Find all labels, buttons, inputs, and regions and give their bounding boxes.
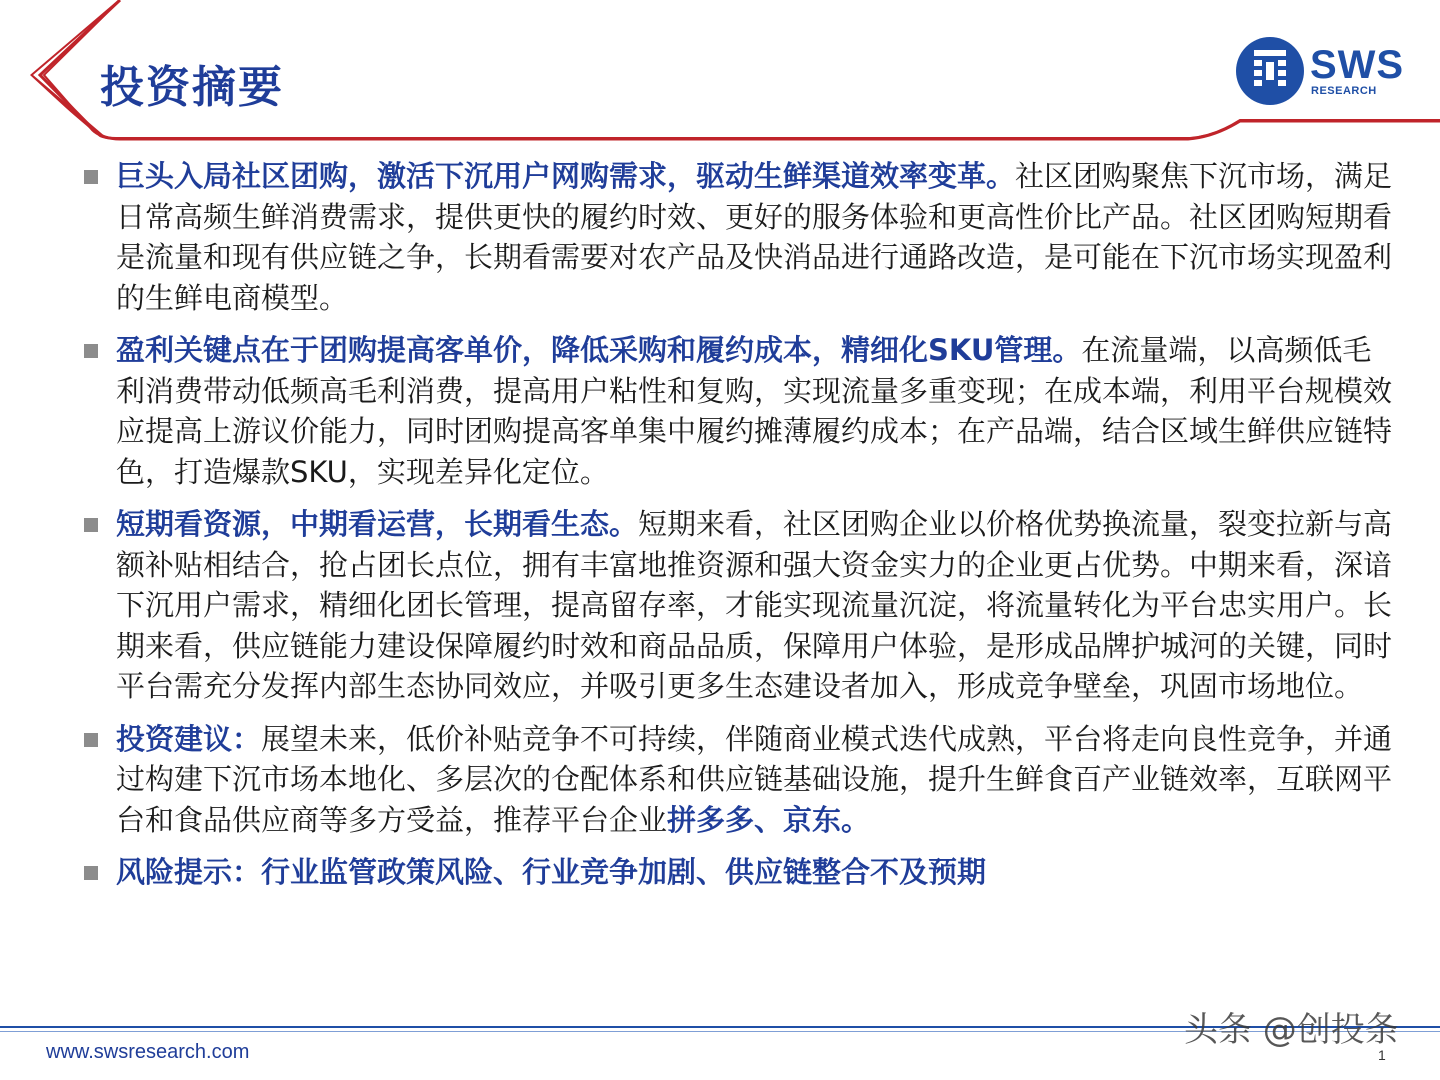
page-title: 投资摘要 — [100, 62, 284, 113]
item-body: 短期来看，社区团购企业以价格优势换流量，裂变拉新与高额补贴相结合，抢占团长点位，拥有丰富地推资源和强大资金实力的企业更占优势。中期来看，深谙下沉用户需求，精细化团长管理，提高留存率，才能实现流量沉淀，将流量转化为平台忠实用户。长期来看，供应链能力建设保障履约时效和商品品质，保障用户体验，是形成品牌护城河的关键，同时平台需充分发挥内部生态协同效应，并吸引更多生态建设者加入，形成竞争壁垒，巩固市场地位。 — [116, 507, 1393, 703]
bullet-square-icon — [84, 733, 98, 747]
logo-subtitle: RESEARCH — [1311, 85, 1377, 97]
item-body: 展望未来，低价补贴竞争不可持续，伴随商业模式迭代成熟，平台将走向良性竞争，并通过构建下沉市场本地化、多层次的仓配体系和供应链基础设施，提升生鲜食百产业链效率，互联网平台和食品供应商等多方受益，推荐平台企业 — [116, 721, 1393, 837]
item-lead: 盈利关键点在于团购提高客单价，降低采购和履约成本，精细化SKU管理。 — [116, 333, 1082, 367]
bullet-square-icon — [84, 170, 98, 184]
bullet-square-icon — [84, 518, 98, 532]
list-item — [80, 330, 1400, 492]
list-item — [80, 852, 1400, 893]
watermark: 头条 @创投条 — [1184, 1010, 1399, 1050]
list-item — [80, 504, 1400, 707]
item-lead: 短期看资源，中期看运营，长期看生态。 — [116, 507, 639, 541]
list-item — [80, 156, 1400, 318]
item-body: 社区团购聚焦下沉市场，满足日常高频生鲜消费需求，提供更快的履约时效、更好的服务体验和更高性价比产品。社区团购短期看是流量和现有供应链之争，长期看需要对农产品及快消品进行通路改造，是可能在下沉市场实现盈利的生鲜电商模型。 — [116, 159, 1393, 315]
page-number: 1 — [1378, 1047, 1386, 1063]
bullet-square-icon — [84, 866, 98, 880]
item-lead: 风险提示：行业监管政策风险、行业竞争加剧、供应链整合不及预期 — [116, 855, 987, 889]
logo-wordmark: SWS — [1310, 43, 1405, 87]
item-lead: 投资建议： — [116, 721, 262, 756]
footer-url: www.swsresearch.com — [46, 1041, 250, 1063]
item-lead: 巨头入局社区团购，激活下沉用户网购需求，驱动生鲜渠道效率变革。 — [116, 159, 1016, 193]
item-tail: 拼多多、京东。 — [667, 802, 871, 837]
list-item — [80, 719, 1400, 841]
bullet-square-icon — [84, 344, 98, 358]
item-body: 在流量端，以高频低毛利消费带动低频高毛利消费，提高用户粘性和复购，实现流量多重变现；在成本端，利用平台规模效应提高上游议价能力，同时团购提高客单集中履约摊薄履约成本；在产品端，结合区域生鲜供应链特色，打造爆款SKU，实现差异化定位。 — [116, 333, 1393, 489]
summary-list — [80, 156, 1400, 905]
